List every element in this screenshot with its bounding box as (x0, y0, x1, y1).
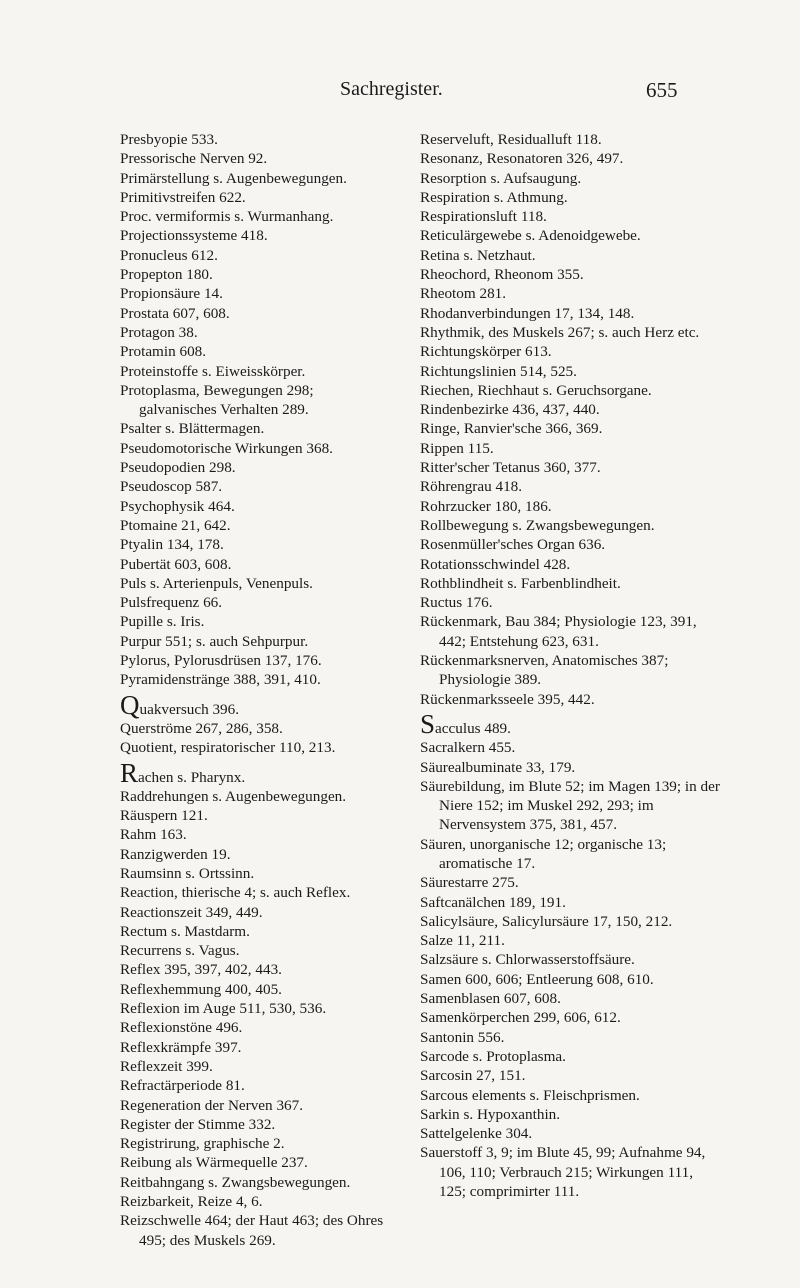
index-entry: Rotationsschwindel 428. (420, 555, 571, 573)
index-entry: Richtungskörper 613. (420, 343, 552, 361)
index-entry: Richtungslinien 514, 525. (420, 362, 577, 380)
index-entry: Rothblindheit s. Farbenblindheit. (420, 574, 621, 592)
index-entry: Proteinstoffe s. Eiweisskörper. (120, 362, 306, 380)
index-entry: Pseudomotorische Wirkungen 368. (120, 439, 333, 457)
index-entry: Rückenmarksnerven, Anatomisches 387; Physiologie 389. (420, 652, 669, 689)
index-entry: Reflexzeit 399. (120, 1057, 213, 1075)
index-entry: Pubertät 603, 608. (120, 555, 232, 573)
index-entry: Sacralkern 455. (420, 739, 516, 757)
index-entry: Rachen s. Pharynx. (120, 757, 246, 788)
index-entry: Reaction, thierische 4; s. auch Reflex. (120, 884, 351, 902)
index-entry: Quakversuch 396. (120, 689, 240, 720)
index-entry: Reibung als Wärmequelle 237. (120, 1154, 308, 1172)
index-entry: Reflexkrämpfe 397. (120, 1038, 242, 1056)
index-entry: Pyramidenstränge 388, 391, 410. (120, 671, 321, 689)
index-entry: Reizbarkeit, Reize 4, 6. (120, 1193, 263, 1211)
index-entry: Sarkin s. Hypoxanthin. (420, 1105, 561, 1123)
index-entry: Pylorus, Pylorusdrüsen 137, 176. (120, 652, 322, 670)
index-entry: Pseudoscop 587. (120, 478, 223, 496)
index-entry: Register der Stimme 332. (120, 1115, 276, 1133)
index-entry: Ptyalin 134, 178. (120, 536, 224, 554)
index-entry: Recurrens s. Vagus. (120, 942, 240, 960)
index-entry: Propionsäure 14. (120, 285, 223, 303)
index-entry: Rectum s. Mastdarm. (120, 922, 250, 940)
index-entry: Rippen 115. (420, 439, 494, 457)
index-entry: Räuspern 121. (120, 807, 208, 825)
index-entry: Salzsäure s. Chlorwasserstoffsäure. (420, 951, 635, 969)
index-entry: Rheochord, Rheonom 355. (420, 266, 584, 284)
index-entry: Resorption s. Aufsaugung. (420, 169, 582, 187)
index-entry: Reactionszeit 349, 449. (120, 903, 263, 921)
page-header (0, 78, 800, 108)
index-entry: Sacculus 489. (420, 708, 511, 739)
index-entry: Samenblasen 607, 608. (420, 990, 561, 1008)
index-entry: Reflexhemmung 400, 405. (120, 980, 282, 998)
index-entry: Samenkörperchen 299, 606, 612. (420, 1009, 621, 1027)
index-entry: Salze 11, 211. (420, 932, 505, 950)
index-entry: Salicylsäure, Salicylursäure 17, 150, 212. (420, 912, 673, 930)
index-entry: Rückenmarksseele 395, 442. (420, 690, 595, 708)
index-entry: Rollbewegung s. Zwangsbewegungen. (420, 516, 655, 534)
index-entry: Protamin 608. (120, 343, 207, 361)
index-entry: Registrirung, graphische 2. (120, 1135, 285, 1153)
index-entry: Pseudopodien 298. (120, 459, 236, 477)
index-entry: Primitivstreifen 622. (120, 188, 246, 206)
index-entry: Ritter'scher Tetanus 360, 377. (420, 459, 601, 477)
index-entry: Sauerstoff 3, 9; im Blute 45, 99; Aufnahme 94, 106, 110; Verbrauch 215; Wirkungen 111, 125; comprimirter 111. (420, 1144, 706, 1201)
index-entry: Raddrehungen s. Augenbewegungen. (120, 787, 347, 805)
index-entry: Retina s. Netzhaut. (420, 246, 536, 264)
running-title: Sachregister. (340, 78, 443, 100)
index-column-right (420, 130, 720, 1201)
index-entry: Regeneration der Nerven 367. (120, 1096, 304, 1114)
index-entry: Säuren, unorganische 12; organische 13; aromatische 17. (420, 835, 667, 872)
index-entry: Pulsfrequenz 66. (120, 594, 223, 612)
index-entry: Säurestarre 275. (420, 874, 519, 892)
index-entry: Reserveluft, Residualluft 118. (420, 131, 602, 148)
index-entry: Propepton 180. (120, 266, 213, 284)
index-entry: Ptomaine 21, 642. (120, 516, 231, 534)
index-entry: Psalter s. Blättermagen. (120, 420, 265, 438)
index-entry: Ringe, Ranvier'sche 366, 369. (420, 420, 603, 438)
index-entry: Reflexion im Auge 511, 530, 536. (120, 1000, 327, 1018)
index-entry: Rindenbezirke 436, 437, 440. (420, 401, 600, 419)
index-entry: Respiration s. Athmung. (420, 188, 568, 206)
index-entry: Samen 600, 606; Entleerung 608, 610. (420, 970, 654, 988)
index-entry: Prostata 607, 608. (120, 304, 230, 322)
index-entry: Purpur 551; s. auch Sehpurpur. (120, 632, 309, 650)
index-entry: Rhodanverbindungen 17, 134, 148. (420, 304, 635, 322)
index-entry: Riechen, Riechhaut s. Geruchsorgane. (420, 381, 652, 399)
index-entry: Quotient, respiratorischer 110, 213. (120, 739, 336, 757)
index-entry: Reitbahngang s. Zwangsbewegungen. (120, 1173, 351, 1191)
index-entry: Reizschwelle 464; der Haut 463; des Ohres 495; des Muskels 269. (120, 1212, 384, 1249)
index-entry: Projectionssysteme 418. (120, 227, 268, 245)
index-entry: Reflex 395, 397, 402, 443. (120, 961, 282, 979)
index-entry: Rahm 163. (120, 826, 187, 844)
index-entry: Säurebildung, im Blute 52; im Magen 139; in der Niere 152; im Muskel 292, 293; im Nervensystem 375, 381, 457. (420, 777, 720, 834)
index-entry: Rhythmik, des Muskels 267; s. auch Herz etc. (420, 323, 700, 341)
page-number: 655 (646, 78, 678, 102)
index-entry: Protoplasma, Bewegungen 298; galvanisches Verhalten 289. (120, 381, 314, 419)
index-entry: Sarcous elements s. Fleischprismen. (420, 1086, 640, 1104)
index-entry: Protagon 38. (120, 323, 198, 341)
index-entry: Respirationsluft 118. (420, 208, 547, 226)
index-entry: Reflexionstöne 496. (120, 1019, 243, 1037)
index-entry: Reticulärgewebe s. Adenoidgewebe. (420, 227, 641, 245)
index-entry: Puls s. Arterienpuls, Venenpuls. (120, 574, 313, 592)
index-entry: Rohrzucker 180, 186. (420, 497, 552, 515)
index-entry: Ranzigwerden 19. (120, 845, 231, 863)
index-entry: Refractärperiode 81. (120, 1077, 245, 1095)
index-entry: Säurealbuminate 33, 179. (420, 758, 576, 776)
index-entry: Saftcanälchen 189, 191. (420, 893, 566, 911)
index-entry: Primärstellung s. Augenbewegungen. (120, 169, 347, 187)
index-entry: Pronucleus 612. (120, 246, 218, 264)
index-entry: Presbyopie 533. (120, 131, 218, 148)
index-entry: Proc. vermiformis s. Wurmanhang. (120, 208, 334, 226)
index-entry: Pupille s. Iris. (120, 613, 205, 631)
index-entry: Sarcode s. Protoplasma. (420, 1047, 566, 1065)
index-entry: Rosenmüller'sches Organ 636. (420, 536, 606, 554)
index-entry: Querströme 267, 286, 358. (120, 719, 283, 737)
index-entry: Sattelgelenke 304. (420, 1125, 533, 1143)
index-entry: Raumsinn s. Ortssinn. (120, 864, 255, 882)
index-entry: Rheotom 281. (420, 285, 507, 303)
index-entry: Resonanz, Resonatoren 326, 497. (420, 150, 624, 168)
index-column-left (120, 130, 390, 1250)
index-entry: Pressorische Nerven 92. (120, 150, 268, 168)
index-entry: Psychophysik 464. (120, 497, 235, 515)
index-entry: Ructus 176. (420, 594, 493, 612)
index-entry: Röhrengrau 418. (420, 478, 523, 496)
index-entry: Santonin 556. (420, 1028, 505, 1046)
index-entry: Rückenmark, Bau 384; Physiologie 123, 391, 442; Entstehung 623, 631. (420, 613, 697, 650)
index-entry: Sarcosin 27, 151. (420, 1067, 526, 1085)
